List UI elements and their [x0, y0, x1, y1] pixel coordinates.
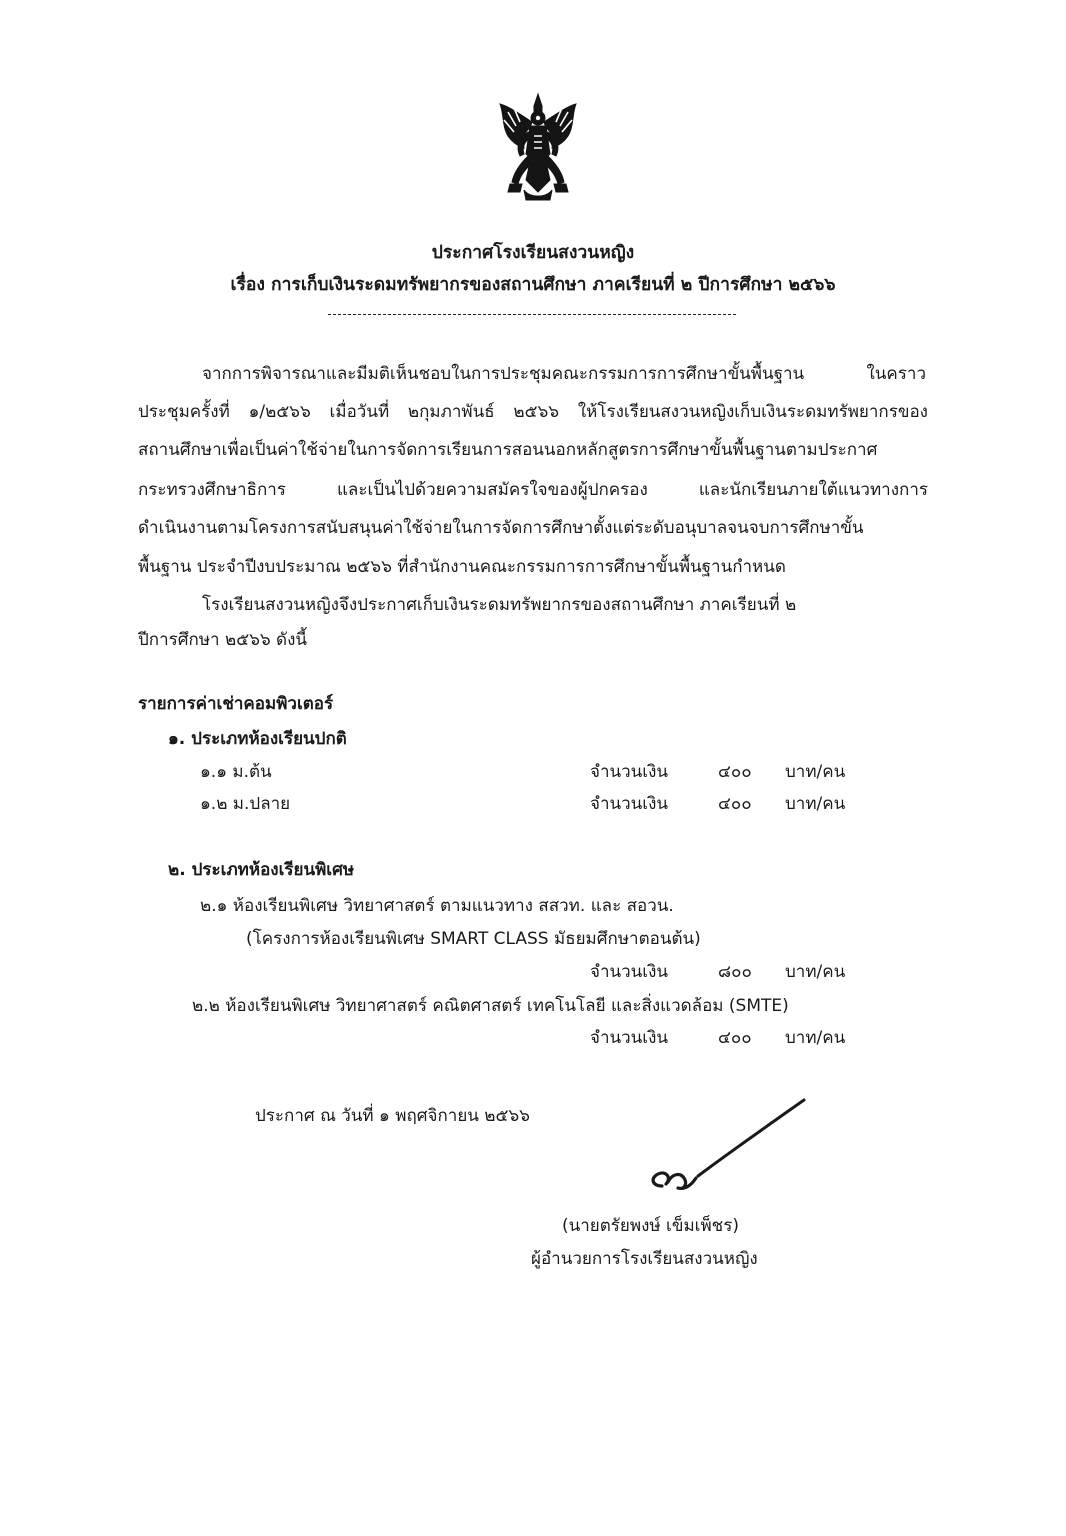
paragraph-1-line-2: ประชุมครั้งที่ ๑/๒๕๖๖ เมื่อวันที่ ๒กุมภาพันธ์ ๒๕๖๖ ให้โรงเรียนสงวนหญิงเก็บเงินระดมทรัพยากรของ: [138, 402, 928, 422]
document-subject: เรื่อง การเก็บเงินระดมทรัพยากรของสถานศึกษา ภาคเรียนที่ ๒ ปีการศึกษา ๒๕๖๖: [230, 275, 836, 295]
paragraph-2-line-2: ปีการศึกษา ๒๕๖๖ ดังนี้: [138, 630, 308, 650]
signer-name: (นายตรัยพงษ์ เข็มเพ็ชร): [562, 1216, 739, 1236]
fee-item-label: ๒.๑ ห้องเรียนพิเศษ วิทยาศาสตร์ ตามแนวทาง สสวท. และ สอวน.: [200, 896, 674, 916]
fee-unit: บาท/คน: [785, 1028, 846, 1048]
fee-amount: ๔๐๐: [718, 794, 752, 814]
fee-item-note: (โครงการห้องเรียนพิเศษ SMART CLASS มัธยมศึกษาตอนต้น): [246, 929, 701, 949]
paragraph-1-line-5: ดำเนินงานตามโครงการสนับสนุนค่าใช้จ่ายในการจัดการศึกษาตั้งแต่ระดับอนุบาลจนจบการศึกษาขั้น: [138, 518, 864, 538]
amount-label: จำนวนเงิน: [590, 794, 669, 814]
amount-label: จำนวนเงิน: [590, 962, 669, 982]
document-title: ประกาศโรงเรียนสงวนหญิง: [431, 243, 635, 263]
fee-group-1-label: ๑. ประเภทห้องเรียนปกติ: [168, 729, 347, 749]
fee-unit: บาท/คน: [785, 762, 846, 782]
paragraph-1-line-3: สถานศึกษาเพื่อเป็นค่าใช้จ่ายในการจัดการเรียนการสอนนอกหลักสูตรการศึกษาขั้นพื้นฐานตามประกาศ: [138, 440, 878, 460]
paragraph-1-line-4: กระทรวงศึกษาธิการ และเป็นไปด้วยความสมัครใจของผู้ปกครอง และนักเรียนภายใต้แนวทางการ: [138, 480, 928, 500]
amount-label: จำนวนเงิน: [590, 762, 669, 782]
announce-date: ประกาศ ณ วันที่ ๑ พฤศจิกายน ๒๕๖๖: [255, 1106, 530, 1126]
paragraph-1-line-6: พื้นฐาน ประจำปีงบประมาณ ๒๕๖๖ ที่สำนักงานคณะกรรมการการศึกษาขั้นพื้นฐานกำหนด: [138, 557, 786, 577]
fee-item-label: ๒.๒ ห้องเรียนพิเศษ วิทยาศาสตร์ คณิตศาสตร์ เทคโนโลยี และสิ่งแวดล้อม (SMTE): [192, 996, 789, 1016]
paragraph-1-line-1: จากการพิจารณาและมีมติเห็นชอบในการประชุมคณะกรรมการการศึกษาขั้นพื้นฐาน ในคราว: [202, 364, 926, 384]
garuda-emblem-icon: [494, 92, 582, 204]
signature-icon: [640, 1094, 820, 1204]
header-divider: [328, 314, 736, 315]
fees-heading: รายการค่าเช่าคอมพิวเตอร์: [138, 694, 334, 714]
fee-unit: บาท/คน: [785, 962, 846, 982]
fee-amount: ๔๐๐: [718, 1028, 752, 1048]
paragraph-2-line-1: โรงเรียนสงวนหญิงจึงประกาศเก็บเงินระดมทรัพยากรของสถานศึกษา ภาคเรียนที่ ๒: [202, 595, 797, 615]
fee-unit: บาท/คน: [785, 794, 846, 814]
amount-label: จำนวนเงิน: [590, 1028, 669, 1048]
fee-amount: ๘๐๐: [718, 962, 752, 982]
fee-item-label: ๑.๑ ม.ต้น: [200, 762, 272, 782]
signer-title: ผู้อำนวยการโรงเรียนสงวนหญิง: [531, 1249, 758, 1269]
fee-group-2-label: ๒. ประเภทห้องเรียนพิเศษ: [168, 860, 355, 880]
fee-amount: ๔๐๐: [718, 762, 752, 782]
fee-item-label: ๑.๒ ม.ปลาย: [200, 794, 291, 814]
